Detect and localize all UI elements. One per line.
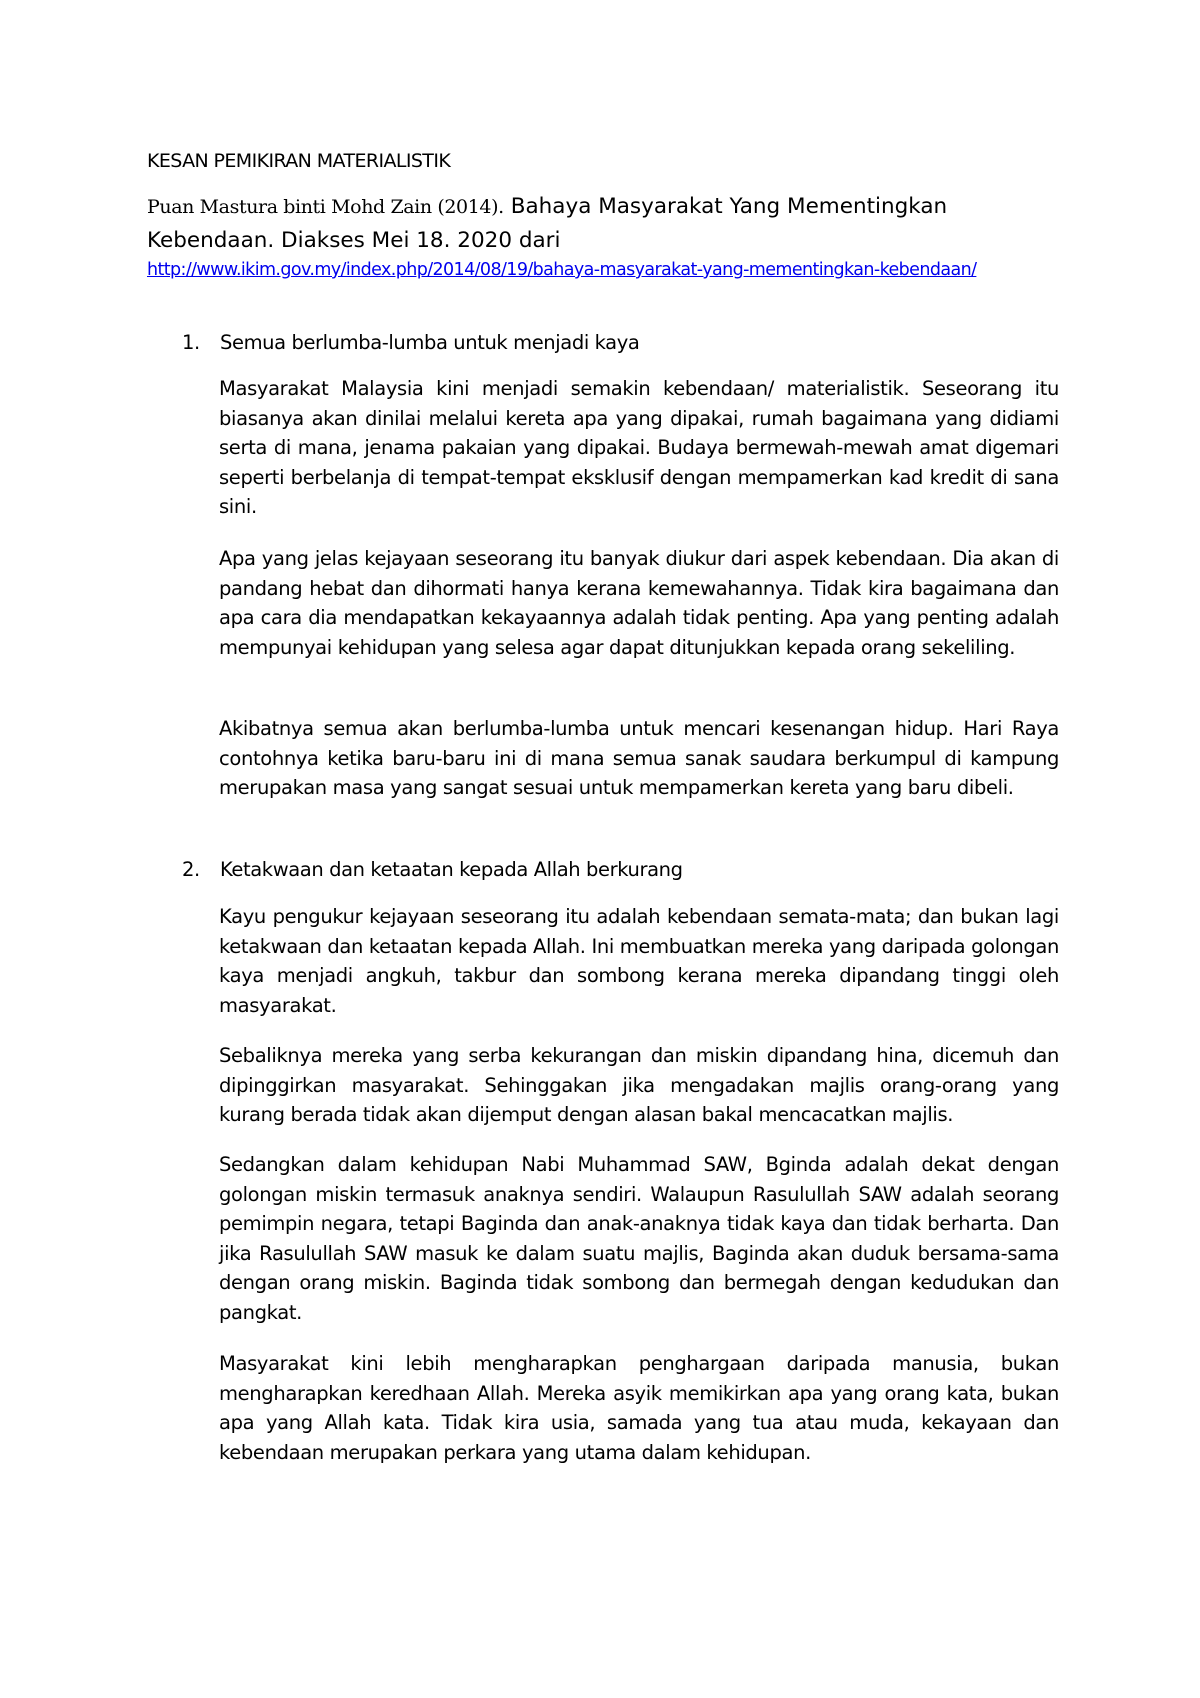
section-1-heading-text: Semua berlumba-lumba untuk menjadi kaya xyxy=(220,331,640,354)
section-2-paragraph-3: Sedangkan dalam kehidupan Nabi Muhammad SAW, Bginda adalah dekat dengan golongan miskin termasuk anaknya sendiri. Walaupun Rasulullah SAW adalah seorang pemimpin negara, tetapi Baginda dan anak-anaknya tidak kaya dan tidak berharta. Dan jika Rasulullah SAW masuk ke dalam suatu majlis, Baginda akan duduk bersama-sama dengan orang miskin. Baginda tidak sombong dan bermegah dengan kedudukan dan pangkat. xyxy=(219,1153,1059,1324)
section-1-paragraph-2: Apa yang jelas kejayaan seseorang itu banyak diukur dari aspek kebendaan. Dia akan di pandang hebat dan dihormati hanya kerana kemewahannya. Tidak kira bagaimana dan apa cara dia mendapatkan kekayaannya adalah tidak penting. Apa yang penting adalah mempunyai kehidupan yang selesa agar dapat ditunjukkan kepada orang sekeliling. xyxy=(219,547,1059,659)
section-2-paragraph-2: Sebaliknya mereka yang serba kekurangan dan miskin dipandang hina, dicemuh dan dipinggirkan masyarakat. Sehinggakan jika mengadakan majlis orang-orang yang kurang berada tidak akan dijemput dengan alasan bakal mencacatkan majlis. xyxy=(219,1044,1059,1126)
citation xyxy=(147,190,1047,257)
section-2-paragraph-4: Masyarakat kini lebih mengharapkan penghargaan daripada manusia, bukan mengharapkan keredhaan Allah. Mereka asyik memikirkan apa yang orang kata, bukan apa yang Allah kata. Tidak kira usia, samada yang tua atau muda, kekayaan dan kebendaan merupakan perkara yang utama dalam kehidupan. xyxy=(219,1352,1059,1464)
section-2-heading-text: Ketakwaan dan ketaatan kepada Allah berkurang xyxy=(220,858,683,881)
section-2-heading xyxy=(182,858,683,881)
section-1-heading xyxy=(182,331,639,354)
citation-title: Bahaya Masyarakat Yang Mementingkan Kebendaan. Diakses Mei 18. 2020 dari xyxy=(147,194,948,253)
citation-link[interactable]: http://www.ikim.gov.my/index.php/2014/08/19/bahaya-masyarakat-yang-mementingkan-kebendaan/ xyxy=(147,260,977,280)
citation-author: Puan Mastura binti Mohd Zain (2014). xyxy=(147,196,504,218)
section-2-paragraph-1: Kayu pengukur kejayaan seseorang itu adalah kebendaan semata-mata; dan bukan lagi ketakwaan dan ketaatan kepada Allah. Ini membuatkan mereka yang daripada golongan kaya menjadi angkuh, takbur dan sombong kerana mereka dipandang tinggi oleh masyarakat. xyxy=(219,905,1059,1017)
document-title: KESAN PEMIKIRAN MATERIALISTIK xyxy=(147,150,451,172)
section-2-number: 2. xyxy=(182,858,200,881)
section-1-number: 1. xyxy=(182,331,200,354)
section-1-paragraph-1: Masyarakat Malaysia kini menjadi semakin kebendaan/ materialistik. Seseorang itu biasanya akan dinilai melalui kereta apa yang dipakai, rumah bagaimana yang didiami serta di mana, jenama pakaian yang dipakai. Budaya bermewah-mewah amat digemari seperti berbelanja di tempat-tempat eksklusif dengan mempamerkan kad kredit di sana sini. xyxy=(219,377,1059,518)
section-1-paragraph-3: Akibatnya semua akan berlumba-lumba untuk mencari kesenangan hidup. Hari Raya contohnya ketika baru-baru ini di mana semua sanak saudara berkumpul di kampung merupakan masa yang sangat sesuai untuk mempamerkan kereta yang baru dibeli. xyxy=(219,717,1059,799)
